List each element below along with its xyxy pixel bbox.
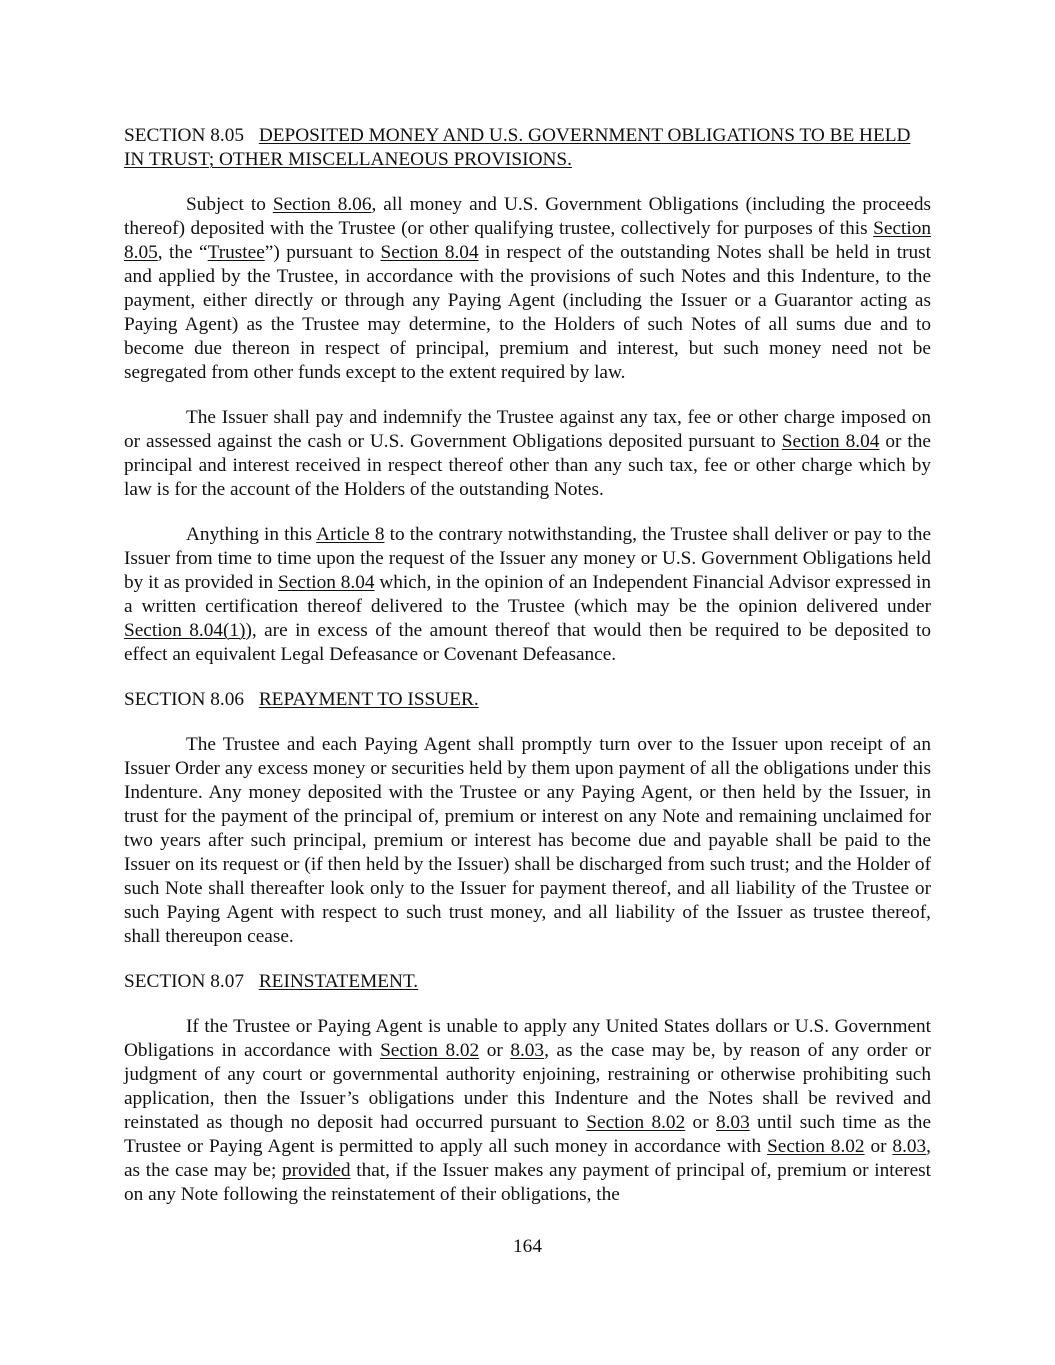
section-8-05-paragraph-3 [124,523,931,667]
cross-reference: Section 8.04 [380,242,479,263]
cross-reference: Section 8.04 [781,431,880,452]
text-run: , the “ [157,242,208,263]
cross-reference: 8.03 [892,1136,927,1157]
defined-term: provided [282,1160,351,1181]
section-number: SECTION 8.05 [124,125,244,146]
defined-term: Trustee [207,242,265,263]
text-run: or the principal and interest received in respect thereof other than any such tax, fee or other charge which by law is for the account of the Holders of the outstanding Notes. [124,431,931,500]
cross-reference: Section 8.06 [272,194,372,215]
text-run: , all money and U.S. Government Obligations (including the proceeds thereof) deposited with the Trustee (or other qualifying trustee, collectively for purposes of this [124,194,931,239]
section-8-06-heading [124,688,931,712]
text-run: that, if the Issuer makes any payment of principal of, premium or interest on any Note following the reinstatement of their obligations, the [124,1160,931,1205]
text-run: , as the case may be, by reason of any order or judgment of any court or governmental authority enjoining, restraining or otherwise prohibiting such application, then the Issuer’s obligations under this Indenture and the Notes shall be revived and reinstated as though no deposit had occurred pursuant to [124,1040,931,1133]
text-run: which, in the opinion of an Independent Financial Advisor expressed in a written certification thereof delivered to the Trustee (which may be the opinion delivered under [124,572,931,617]
section-8-05-paragraph-2 [124,406,931,502]
cross-reference: Section 8.02 [586,1112,686,1133]
section-number: SECTION 8.06 [124,689,244,710]
section-title: DEPOSITED MONEY AND U.S. GOVERNMENT OBLIGATIONS TO BE HELD IN TRUST; OTHER MISCELLANEOUS PROVISIONS. [124,125,911,170]
text-run: Subject to [186,194,273,215]
cross-reference: Section 8.02 [380,1040,480,1061]
cross-reference: Section 8.05 [124,218,931,263]
text-run: or [479,1040,511,1061]
document-page [124,124,931,1207]
cross-reference: Article 8 [316,524,385,545]
page-number: 164 [513,1236,542,1257]
section-8-06-paragraph-1: The Trustee and each Paying Agent shall promptly turn over to the Issuer upon receipt of an Issuer Order any excess money or securities held by them upon payment of all the obligations under this Indenture. Any money deposited with the Trustee or any Paying Agent, or then held by the Issuer, in trust for the payment of the principal of, premium or interest on any Note and remaining unclaimed for two years after such principal, premium or interest has become due and payable shall be paid to the Issuer on its request or (if then held by the Issuer) shall be discharged from such trust; and the Holder of such Note shall thereafter look only to the Issuer for payment thereof, and all liability of the Trustee or such Paying Agent with respect to such trust money, and all liability of the Issuer as trustee thereof, shall thereupon cease. [124,734,931,947]
text-run: or [864,1136,893,1157]
section-8-05-heading [124,124,931,172]
section-8-07-heading [124,970,931,994]
text-run: , as the case may be; [124,1136,931,1181]
section-number: SECTION 8.07 [124,971,244,992]
text-run: If the Trustee or Paying Agent is unable to apply any United States dollars or U.S. Government Obligations in accordance with [124,1016,931,1061]
text-run: to the contrary notwithstanding, the Trustee shall deliver or pay to the Issuer from time to time upon the request of the Issuer any money or U.S. Government Obligations held by it as provided in [124,524,932,593]
cross-reference: Section 8.04 [278,572,375,593]
section-title: REINSTATEMENT. [258,971,419,992]
text-run: Anything in this [186,524,317,545]
text-run: until such time as the Trustee or Paying Agent is permitted to apply all such money in accordance with [124,1112,932,1157]
text-run: The Issuer shall pay and indemnify the Trustee against any tax, fee or other charge imposed on or assessed against the cash or U.S. Government Obligations deposited pursuant to [124,407,931,452]
cross-reference: Section 8.02 [767,1136,865,1157]
cross-reference: Section 8.04(1) [124,620,246,641]
text-run: or [685,1112,716,1133]
text-run: in respect of the outstanding Notes shall be held in trust and applied by the Trustee, in accordance with the provisions of such Notes and this Indenture, to the payment, either directly or through any Paying Agent (including the Issuer or a Guarantor acting as Paying Agent) as the Trustee may determine, to the Holders of such Notes of all sums due and to become due thereon in respect of principal, premium and interest, but such money need not be segregated from other funds except to the extent required by law. [124,242,931,383]
section-title: REPAYMENT TO ISSUER. [258,689,479,710]
section-8-07-paragraph-1 [124,1015,931,1207]
cross-reference: 8.03 [510,1040,545,1061]
cross-reference: 8.03 [715,1112,750,1133]
section-8-05-paragraph-1 [124,193,931,385]
text-run: ”) pursuant to [264,242,381,263]
text-run: ), are in excess of the amount thereof that would then be required to be deposited to effect an equivalent Legal Defeasance or Covenant Defeasance. [124,620,931,665]
